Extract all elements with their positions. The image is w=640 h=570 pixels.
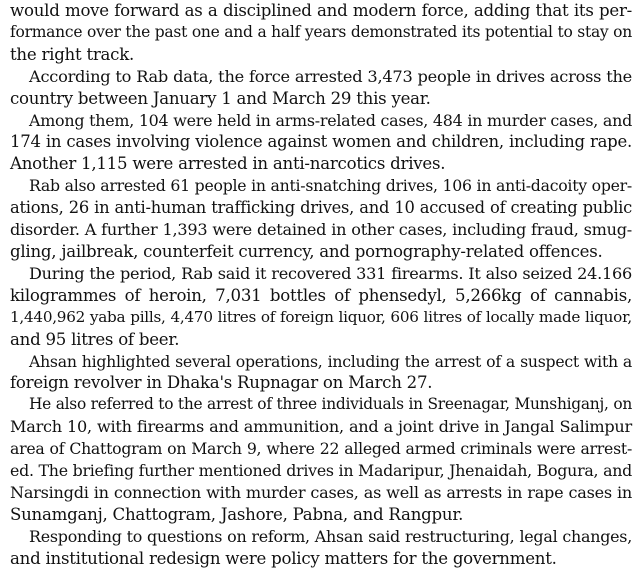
article-paragraph bbox=[10, 263, 632, 351]
article-paragraph bbox=[10, 351, 632, 395]
article-paragraph bbox=[10, 175, 632, 263]
text-line: Narsingdi in connection with murder cases, as well as arrests in rape cases in bbox=[10, 482, 632, 502]
text-line: Among them, 104 were held in arms-related cases, 484 in murder cases, and bbox=[29, 110, 632, 130]
text-line: country between January 1 and March 29 this year. bbox=[10, 88, 431, 108]
text-line: and 95 litres of beer. bbox=[10, 329, 180, 349]
text-line: and institutional redesign were policy matters for the government. bbox=[10, 548, 557, 568]
text-line: Rab also arrested 61 people in anti-snatching drives, 106 in anti-dacoity oper- bbox=[29, 176, 632, 196]
article-paragraph bbox=[10, 66, 632, 110]
text-line: area of Chattogram on March 9, where 22 alleged armed criminals were arrest- bbox=[10, 439, 632, 459]
text-line: He also referred to the arrest of three individuals in Sreenagar, Munshiganj, on bbox=[29, 395, 632, 414]
text-line: ations, 26 in anti-human trafficking drives, and 10 accused of creating public bbox=[10, 198, 632, 218]
text-line: During the period, Rab said it recovered 331 firearms. It also seized 24.166 bbox=[29, 263, 632, 283]
text-line: gling, jailbreak, counterfeit currency, and pornography-related offences. bbox=[10, 241, 603, 261]
article-paragraph bbox=[10, 526, 632, 570]
article-body bbox=[10, 0, 632, 570]
text-line: According to Rab data, the force arrested 3,473 people in drives across the bbox=[29, 66, 632, 86]
text-line: March 10, with firearms and ammunition, and a joint drive in Jangal Salimpur bbox=[10, 417, 632, 437]
text-line: the right track. bbox=[10, 44, 135, 64]
text-line: Responding to questions on reform, Ahsan said restructuring, legal changes, bbox=[29, 526, 632, 546]
text-line: foreign revolver in Dhaka's Rupnagar on March 27. bbox=[10, 373, 433, 393]
text-line: Sunamganj, Chattogram, Jashore, Pabna, and Rangpur. bbox=[10, 504, 464, 524]
article-paragraph bbox=[10, 110, 632, 176]
article-paragraph bbox=[10, 394, 632, 525]
text-line: Another 1,115 were arrested in anti-narcotics drives. bbox=[10, 154, 446, 174]
text-line: 1,440,962 yaba pills, 4,470 litres of foreign liquor, 606 litres of locally made liquor, bbox=[10, 307, 632, 326]
text-line: disorder. A further 1,393 were detained in other cases, including fraud, smug- bbox=[10, 220, 632, 240]
text-line: Ahsan highlighted several operations, including the arrest of a suspect with a bbox=[29, 351, 632, 371]
text-line: kilogrammes of heroin, 7,031 bottles of phensedyl, 5,266kg of cannabis, bbox=[10, 285, 632, 305]
text-line: ed. The briefing further mentioned drives in Madaripur, Jhenaidah, Bogura, and bbox=[10, 461, 633, 481]
text-line: formance over the past one and a half years demonstrated its potential to stay on bbox=[10, 22, 632, 41]
text-line: 174 in cases involving violence against women and children, including rape. bbox=[10, 132, 632, 152]
article-paragraph bbox=[10, 0, 632, 66]
text-line: would move forward as a disciplined and modern force, adding that its per- bbox=[10, 1, 632, 20]
